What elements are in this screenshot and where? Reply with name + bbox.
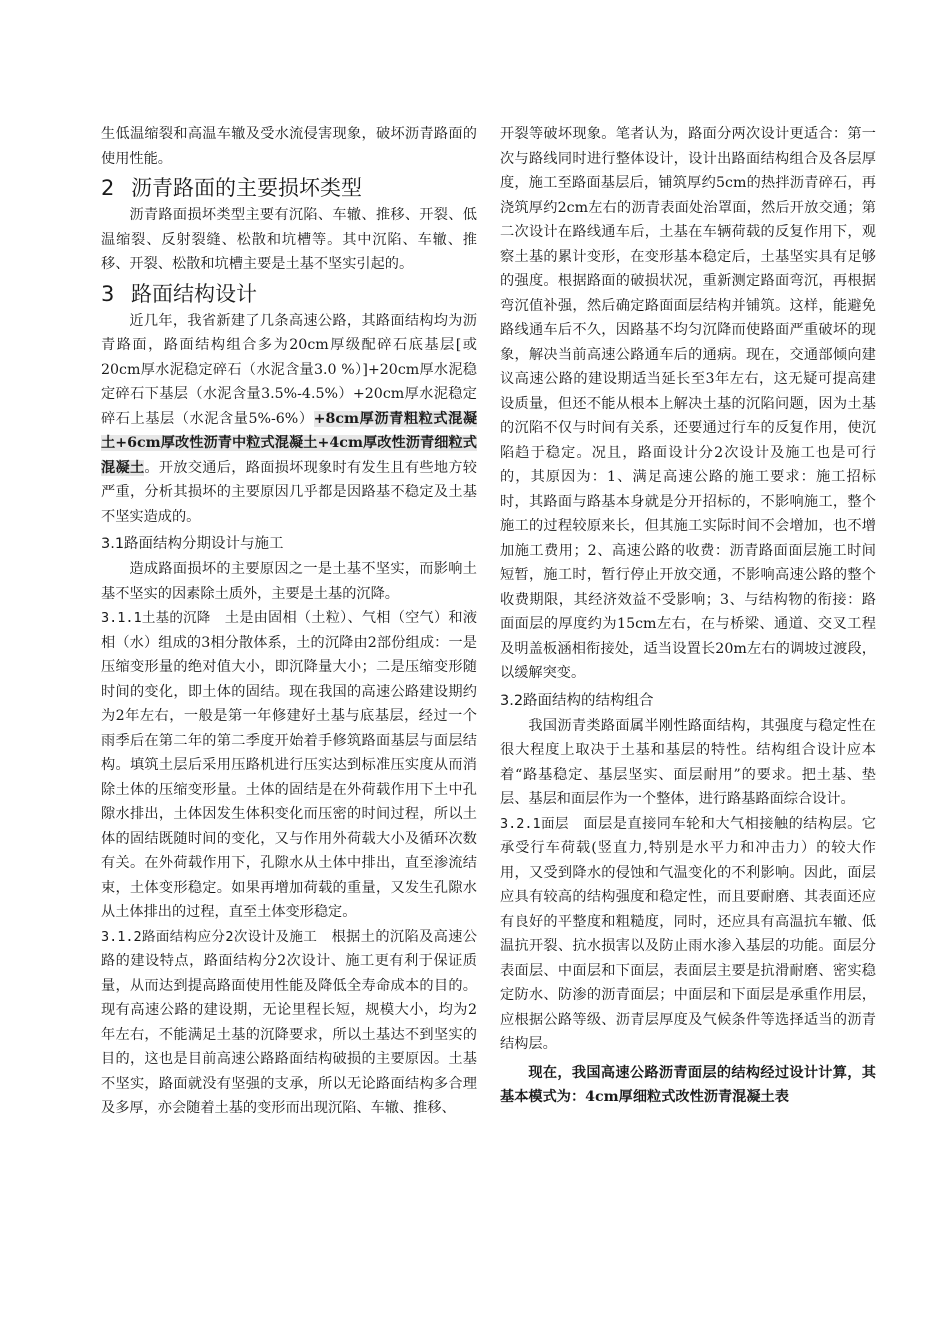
section-3-1-1-runin-heading: 3.1.1土基的沉降 bbox=[101, 610, 211, 626]
section-3-1-1-paragraph bbox=[101, 606, 477, 925]
section-3-1-heading: 3.1路面结构分期设计与施工 bbox=[101, 536, 284, 552]
section-3-heading bbox=[101, 279, 477, 309]
section-3-2-1-body: 面层是直接同车轮和大气相接触的结构层。它承受行车荷载(竖直力,特别是水平力和冲击力）的较大作用，又受到降水的侵蚀和气温变化的不利影响。因此，面层应具有较高的结构强度和稳定性，而且要耐磨、其表面还应有良好的平整度和粗糙度，同时，还应具有高温抗车辙、低温抗开裂、抗水损害以及防止雨水渗入基层的功能。面层分表面层、中面层和下面层，表面层主要是抗滑耐磨、密实稳定防水、防渗的沥青面层；中面层和下面层是承重作用层，应根据公路等级、沥青层厚度及气候条件等选择适当的沥青结构层。 bbox=[500, 815, 876, 1052]
section-3-text-c: 。开放交通后，路面损坏现象时有发生且有些地方较严重，分析其损坏的主要原因几乎都是因路基不稳定及土基不坚实造成的。 bbox=[101, 459, 477, 525]
section-3-paragraph bbox=[101, 309, 477, 530]
continued-paragraph: 开裂等破坏现象。笔者认为，路面分两次设计更适合：第一次与路线同时进行整体设计，设计出路面结构组合及各层厚度，施工至路面基层后，铺筑厚约5cm的热拌沥青碎石，再浇筑厚约2cm左右的沥青表面处治罩面，然后开放交通；第二次设计在路线通车后，土基在车辆荷载的反复作用下，观察土基的累计变形，在变形基本稳定后，土基坚实具有足够的强度。根据路面的破损状况，重新测定路面弯沉，再根据弯沉值补强，然后确定路面面层结构并铺筑。这样，能避免路线通车后不久，因路基不均匀沉降而使路面严重破坏的现象，解决当前高速公路通车后的通病。现在，交通部倾向建议高速公路的建设期适当延长至3年左右，这无疑可提高建设质量，但还不能从根本上解决土基的沉陷问题，因为土基的沉陷不仅与时间有关系，还要通过行车的反复作用，使沉陷趋于稳定。况且，路面设计分2次设计及施工也是可行的，其原因为：1、满足高速公路的施工要求：施工招标时，其路面与路基本身就是分开招标的，不影响施工，整个施工的过程较原来长，但其施工实际时间不会增加，也不增加施工费用；2、高速公路的收费：沥青路面面层施工时间短暂，施工时，暂行停止开放交通，不影响高速公路的整个收费期限，其经济效益不受影响；3、与结构物的衔接：路面面层的厚度约为15cm左右，在与桥梁、通道、交叉工程及明盖板涵相衔接处，适当设置长20m左右的调坡过渡段，以缓解突变。 bbox=[500, 126, 876, 681]
section-3-text-a: 近几年，我省新建了几条高速公路，其路面结构均为沥青路面，路面结构组合多为20cm厚级配碎石底基层[或20cm厚水泥稳定碎石（水泥含量3.0 %）]+20cm厚水泥稳定碎石下基层（水泥含量3.5%-4.5%）+20cm厚水泥稳定碎石上基层（水泥含量5%-6%） bbox=[101, 312, 477, 427]
section-3-2-1-runin-heading: 3.2.1面层 bbox=[500, 815, 570, 832]
highlighted-structure-text: +8cm厚沥青粗粒式混凝土+6cm厚改性沥青中粒式混凝土+4cm厚改性沥青细粒式混凝土 bbox=[101, 410, 478, 476]
section-2-paragraph: 沥青路面损坏类型主要有沉陷、车辙、推移、开裂、低温缩裂、反射裂缝、松散和坑槽等。其中沉陷、车辙、推移、开裂、松散和坑槽主要是土基不坚实引起的。 bbox=[101, 207, 477, 272]
section-3-1-2-runin-heading: 3.1.2路面结构应分2次设计及施工 bbox=[101, 928, 318, 945]
section-3-2-paragraph: 我国沥青类路面属半刚性路面结构，其强度与稳定性在很大程度上取决于土基和基层的特性。结构组合设计应本着“路基稳定、基层坚实、面层耐用”的要求。把土基、垫层、基层和面层作为一个整体，进行路基路面综合设计。 bbox=[500, 717, 876, 807]
section-2-heading bbox=[101, 173, 477, 203]
left-column bbox=[101, 122, 477, 1121]
section-3-1-paragraph: 造成路面损坏的主要原因之一是土基不坚实，而影响土基不坚实的因素除土质外，主要是土基的沉降。 bbox=[101, 561, 477, 602]
bold-paragraph: 现在，我国高速公路沥青面层的结构经过设计计算，其基本模式为：4cm厚细粒式改性沥青混凝土表 bbox=[500, 1064, 876, 1105]
right-column bbox=[500, 122, 876, 1110]
section-2-title: 沥青路面的主要损坏类型 bbox=[131, 176, 362, 200]
intro-paragraph: 生低温缩裂和高温车辙及受水流侵害现象，破坏沥青路面的使用性能。 bbox=[101, 126, 477, 167]
section-3-2-heading: 3.2路面结构的结构组合 bbox=[500, 692, 654, 709]
section-3-1-1-body: 土是由固相（土粒）、气相（空气）和液相（水）组成的3相分散体系，土的沉降由2部份组成：一是压缩变形量的绝对值大小，即沉降量大小；二是压缩变形随时间的变化，即土体的固结。现在我国的高速公路建设期约为2年左右，一般是第一年修建好土基与底基层，经过一个雨季后在第二年的第二季度开始着手修筑路面基层与面层结构。填筑土层后采用压路机进行压实达到标准压实度从而消除土体的压缩变形量。土体的固结是在外荷载作用下土中孔隙水排出，土体因发生体积变化而压密的时间过程，所以土体的固结既随时间的变化，又与作用外荷载大小及循环次数有关。在外荷载作用下，孔隙水从土体中排出，直至渗流结束，土体变形稳定。如果再增加荷载的重量，又发生孔隙水从土体排出的过程，直至土体变形稳定。 bbox=[101, 610, 478, 920]
section-3-1-2-paragraph bbox=[101, 925, 477, 1121]
section-3-1-2-body: 根据土的沉陷及高速公路的建设特点，路面结构分2次设计、施工更有利于保证质量，从而达到提高路面使用性能及降低全寿命成本的目的。现有高速公路的建设期，无论里程长短，规模大小，均为2年左右，不能满足土基的沉降要求，所以土基达不到坚实的目的，这也是目前高速公路路面结构破损的主要原因。土基不坚实，路面就没有坚强的支承，所以无论路面结构多合理及多厚，亦会随着土基的变形而出现沉陷、车辙、推移、 bbox=[101, 928, 477, 1116]
section-3-2-1-paragraph bbox=[500, 812, 876, 1057]
section-3-title: 路面结构设计 bbox=[131, 281, 257, 306]
section-3-number: 3 bbox=[101, 281, 115, 306]
section-2-number: 2 bbox=[101, 176, 115, 200]
